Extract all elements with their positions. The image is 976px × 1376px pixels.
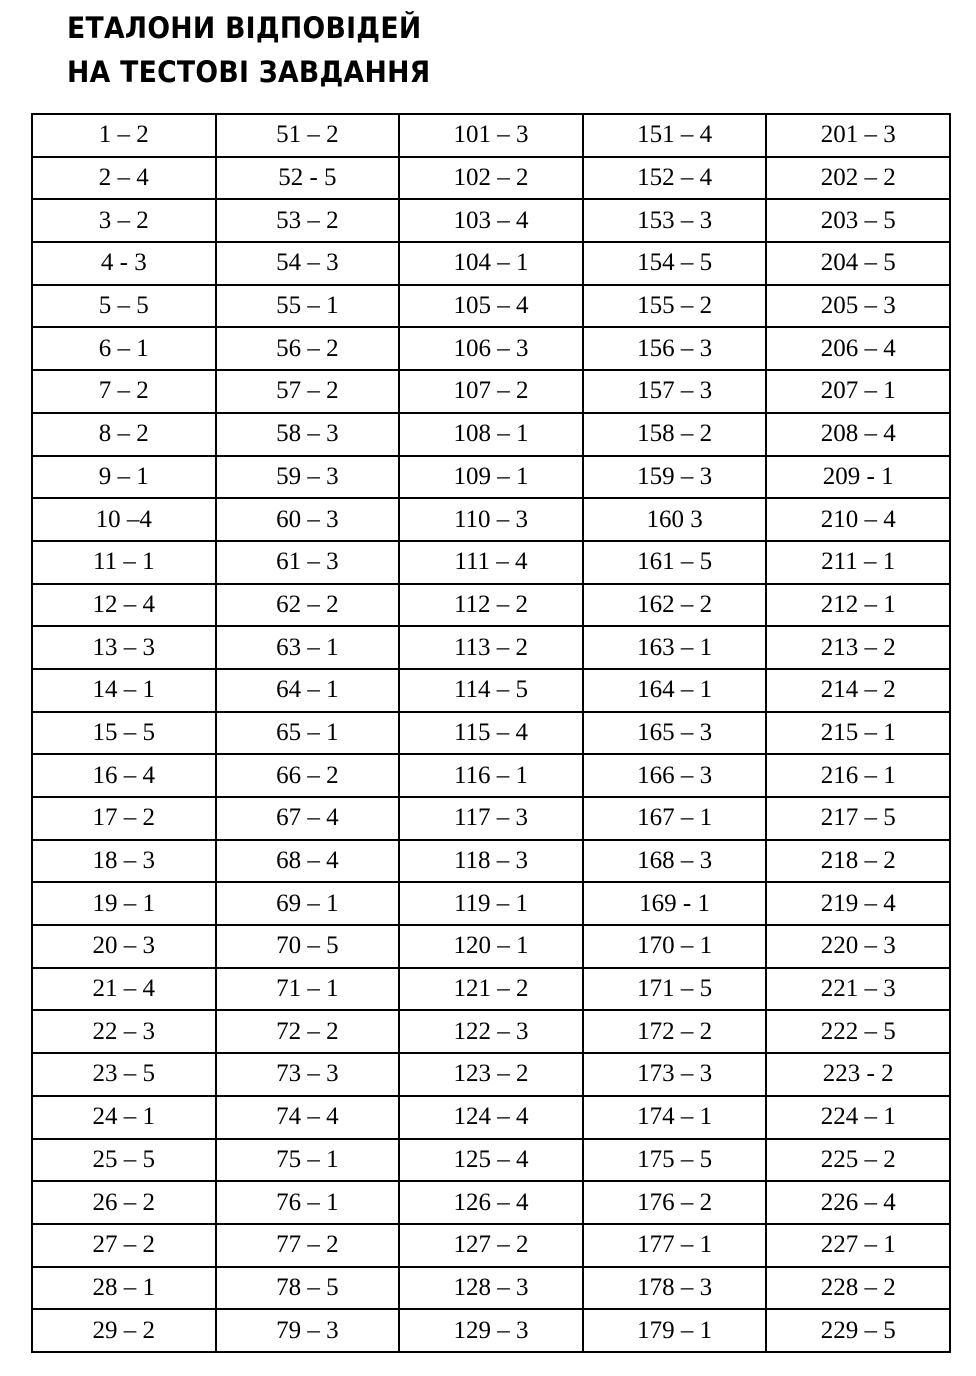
answer-cell: 157 – 3 xyxy=(583,370,767,413)
answer-cell: 160 3 xyxy=(583,498,767,541)
answer-cell: 202 – 2 xyxy=(766,157,950,200)
answer-cell: 151 – 4 xyxy=(583,114,767,157)
answer-cell: 164 – 1 xyxy=(583,669,767,712)
answer-cell: 1 – 2 xyxy=(32,114,216,157)
answer-cell: 119 – 1 xyxy=(399,882,583,925)
answer-cell: 4 - 3 xyxy=(32,242,216,285)
answer-cell: 65 – 1 xyxy=(216,712,400,755)
answer-cell: 209 - 1 xyxy=(766,456,950,499)
answer-cell: 106 – 3 xyxy=(399,327,583,370)
answer-cell: 178 – 3 xyxy=(583,1267,767,1310)
answer-cell: 29 – 2 xyxy=(32,1309,216,1352)
answer-cell: 110 – 3 xyxy=(399,498,583,541)
answer-cell: 20 – 3 xyxy=(32,925,216,968)
answer-cell: 19 – 1 xyxy=(32,882,216,925)
answer-cell: 5 – 5 xyxy=(32,285,216,328)
answer-cell: 228 – 2 xyxy=(766,1267,950,1310)
answer-cell: 101 – 3 xyxy=(399,114,583,157)
table-row xyxy=(32,1139,950,1182)
answer-cell: 226 – 4 xyxy=(766,1181,950,1224)
table-row xyxy=(32,712,950,755)
answer-cell: 27 – 2 xyxy=(32,1224,216,1267)
answer-cell: 79 – 3 xyxy=(216,1309,400,1352)
answer-cell: 6 – 1 xyxy=(32,327,216,370)
answer-cell: 217 – 5 xyxy=(766,797,950,840)
page-title xyxy=(67,6,431,94)
answer-cell: 24 – 1 xyxy=(32,1096,216,1139)
answer-cell: 63 – 1 xyxy=(216,626,400,669)
answer-cell: 22 – 3 xyxy=(32,1010,216,1053)
answer-cell: 203 – 5 xyxy=(766,199,950,242)
answer-cell: 57 – 2 xyxy=(216,370,400,413)
answer-cell: 177 – 1 xyxy=(583,1224,767,1267)
answer-cell: 129 – 3 xyxy=(399,1309,583,1352)
answer-cell: 221 – 3 xyxy=(766,968,950,1011)
answer-cell: 116 – 1 xyxy=(399,754,583,797)
answer-cell: 218 – 2 xyxy=(766,840,950,883)
table-row xyxy=(32,114,950,157)
answer-cell: 179 – 1 xyxy=(583,1309,767,1352)
answer-cell: 155 – 2 xyxy=(583,285,767,328)
answer-cell: 14 – 1 xyxy=(32,669,216,712)
answer-cell: 12 – 4 xyxy=(32,584,216,627)
answer-cell: 59 – 3 xyxy=(216,456,400,499)
table-row xyxy=(32,1267,950,1310)
table-row xyxy=(32,370,950,413)
answer-cell: 53 – 2 xyxy=(216,199,400,242)
answer-cell: 56 – 2 xyxy=(216,327,400,370)
answer-cell: 108 – 1 xyxy=(399,413,583,456)
answer-cell: 72 – 2 xyxy=(216,1010,400,1053)
answer-cell: 225 – 2 xyxy=(766,1139,950,1182)
answer-cell: 113 – 2 xyxy=(399,626,583,669)
answer-cell: 214 – 2 xyxy=(766,669,950,712)
answer-cell: 3 – 2 xyxy=(32,199,216,242)
answer-cell: 220 – 3 xyxy=(766,925,950,968)
answer-cell: 169 - 1 xyxy=(583,882,767,925)
answer-cell: 152 – 4 xyxy=(583,157,767,200)
answer-cell: 123 – 2 xyxy=(399,1053,583,1096)
answer-cell: 51 – 2 xyxy=(216,114,400,157)
answer-cell: 109 – 1 xyxy=(399,456,583,499)
answer-cell: 67 – 4 xyxy=(216,797,400,840)
table-row xyxy=(32,285,950,328)
table-row xyxy=(32,1181,950,1224)
answer-cell: 9 – 1 xyxy=(32,456,216,499)
answer-cell: 102 – 2 xyxy=(399,157,583,200)
answer-cell: 118 – 3 xyxy=(399,840,583,883)
answer-cell: 154 – 5 xyxy=(583,242,767,285)
answer-cell: 58 – 3 xyxy=(216,413,400,456)
answer-cell: 111 – 4 xyxy=(399,541,583,584)
answer-cell: 107 – 2 xyxy=(399,370,583,413)
answer-cell: 205 – 3 xyxy=(766,285,950,328)
answer-cell: 170 – 1 xyxy=(583,925,767,968)
answer-cell: 18 – 3 xyxy=(32,840,216,883)
answer-cell: 168 – 3 xyxy=(583,840,767,883)
answer-cell: 104 – 1 xyxy=(399,242,583,285)
answer-cell: 105 – 4 xyxy=(399,285,583,328)
answer-cell: 61 – 3 xyxy=(216,541,400,584)
table-row xyxy=(32,797,950,840)
answer-cell: 60 – 3 xyxy=(216,498,400,541)
answer-cell: 112 – 2 xyxy=(399,584,583,627)
answer-cell: 175 – 5 xyxy=(583,1139,767,1182)
answer-cell: 114 – 5 xyxy=(399,669,583,712)
table-row xyxy=(32,840,950,883)
answer-cell: 21 – 4 xyxy=(32,968,216,1011)
table-row xyxy=(32,1053,950,1096)
answer-cell: 165 – 3 xyxy=(583,712,767,755)
table-row xyxy=(32,413,950,456)
answer-cell: 211 – 1 xyxy=(766,541,950,584)
answer-cell: 73 – 3 xyxy=(216,1053,400,1096)
answer-cell: 174 – 1 xyxy=(583,1096,767,1139)
answer-cell: 13 – 3 xyxy=(32,626,216,669)
answer-cell: 121 – 2 xyxy=(399,968,583,1011)
answer-cell: 210 – 4 xyxy=(766,498,950,541)
answer-cell: 103 – 4 xyxy=(399,199,583,242)
answer-cell: 66 – 2 xyxy=(216,754,400,797)
answer-cell: 215 – 1 xyxy=(766,712,950,755)
table-row xyxy=(32,327,950,370)
table-row xyxy=(32,242,950,285)
answer-cell: 166 – 3 xyxy=(583,754,767,797)
answer-cell: 68 – 4 xyxy=(216,840,400,883)
answer-cell: 122 – 3 xyxy=(399,1010,583,1053)
answer-cell: 159 – 3 xyxy=(583,456,767,499)
table-row xyxy=(32,541,950,584)
answer-cell: 128 – 3 xyxy=(399,1267,583,1310)
table-row xyxy=(32,1309,950,1352)
answer-cell: 124 – 4 xyxy=(399,1096,583,1139)
answer-cell: 163 – 1 xyxy=(583,626,767,669)
table-row xyxy=(32,584,950,627)
answer-key-table xyxy=(31,113,951,1353)
answer-cell: 125 – 4 xyxy=(399,1139,583,1182)
title-line-2: НА ТЕСТОВІ ЗАВДАННЯ xyxy=(67,55,431,89)
answer-cell: 167 – 1 xyxy=(583,797,767,840)
answer-cell: 127 – 2 xyxy=(399,1224,583,1267)
answer-cell: 7 – 2 xyxy=(32,370,216,413)
answer-cell: 70 – 5 xyxy=(216,925,400,968)
answer-cell: 201 – 3 xyxy=(766,114,950,157)
answer-cell: 28 – 1 xyxy=(32,1267,216,1310)
answer-cell: 213 – 2 xyxy=(766,626,950,669)
answer-cell: 171 – 5 xyxy=(583,968,767,1011)
answer-cell: 77 – 2 xyxy=(216,1224,400,1267)
table-row xyxy=(32,626,950,669)
answer-key-body xyxy=(32,114,950,1352)
answer-cell: 173 – 3 xyxy=(583,1053,767,1096)
answer-cell: 126 – 4 xyxy=(399,1181,583,1224)
answer-cell: 117 – 3 xyxy=(399,797,583,840)
answer-cell: 216 – 1 xyxy=(766,754,950,797)
answer-cell: 62 – 2 xyxy=(216,584,400,627)
answer-cell: 227 – 1 xyxy=(766,1224,950,1267)
answer-cell: 229 – 5 xyxy=(766,1309,950,1352)
answer-cell: 208 – 4 xyxy=(766,413,950,456)
answer-cell: 71 – 1 xyxy=(216,968,400,1011)
answer-cell: 2 – 4 xyxy=(32,157,216,200)
answer-cell: 120 – 1 xyxy=(399,925,583,968)
answer-cell: 75 – 1 xyxy=(216,1139,400,1182)
answer-cell: 161 – 5 xyxy=(583,541,767,584)
answer-cell: 23 – 5 xyxy=(32,1053,216,1096)
answer-cell: 26 – 2 xyxy=(32,1181,216,1224)
answer-cell: 219 – 4 xyxy=(766,882,950,925)
answer-cell: 224 – 1 xyxy=(766,1096,950,1139)
table-row xyxy=(32,1010,950,1053)
table-row xyxy=(32,157,950,200)
table-row xyxy=(32,669,950,712)
answer-cell: 162 – 2 xyxy=(583,584,767,627)
table-row xyxy=(32,199,950,242)
answer-cell: 52 - 5 xyxy=(216,157,400,200)
answer-cell: 15 – 5 xyxy=(32,712,216,755)
answer-cell: 158 – 2 xyxy=(583,413,767,456)
answer-cell: 11 – 1 xyxy=(32,541,216,584)
answer-cell: 76 – 1 xyxy=(216,1181,400,1224)
table-row xyxy=(32,1224,950,1267)
table-row xyxy=(32,498,950,541)
answer-cell: 54 – 3 xyxy=(216,242,400,285)
answer-cell: 64 – 1 xyxy=(216,669,400,712)
table-row xyxy=(32,968,950,1011)
answer-cell: 222 – 5 xyxy=(766,1010,950,1053)
title-line-1: ЕТАЛОНИ ВІДПОВІДЕЙ xyxy=(67,11,422,45)
answer-cell: 156 – 3 xyxy=(583,327,767,370)
table-row xyxy=(32,456,950,499)
answer-cell: 78 – 5 xyxy=(216,1267,400,1310)
answer-cell: 172 – 2 xyxy=(583,1010,767,1053)
answer-cell: 153 – 3 xyxy=(583,199,767,242)
answer-cell: 115 – 4 xyxy=(399,712,583,755)
answer-cell: 176 – 2 xyxy=(583,1181,767,1224)
table-row xyxy=(32,882,950,925)
answer-cell: 212 – 1 xyxy=(766,584,950,627)
answer-cell: 25 – 5 xyxy=(32,1139,216,1182)
answer-cell: 16 – 4 xyxy=(32,754,216,797)
table-row xyxy=(32,754,950,797)
answer-cell: 204 – 5 xyxy=(766,242,950,285)
table-row xyxy=(32,925,950,968)
answer-cell: 207 – 1 xyxy=(766,370,950,413)
answer-cell: 74 – 4 xyxy=(216,1096,400,1139)
answer-cell: 69 – 1 xyxy=(216,882,400,925)
answer-cell: 10 –4 xyxy=(32,498,216,541)
answer-cell: 223 - 2 xyxy=(766,1053,950,1096)
answer-cell: 17 – 2 xyxy=(32,797,216,840)
answer-cell: 55 – 1 xyxy=(216,285,400,328)
table-row xyxy=(32,1096,950,1139)
answer-cell: 8 – 2 xyxy=(32,413,216,456)
answer-cell: 206 – 4 xyxy=(766,327,950,370)
